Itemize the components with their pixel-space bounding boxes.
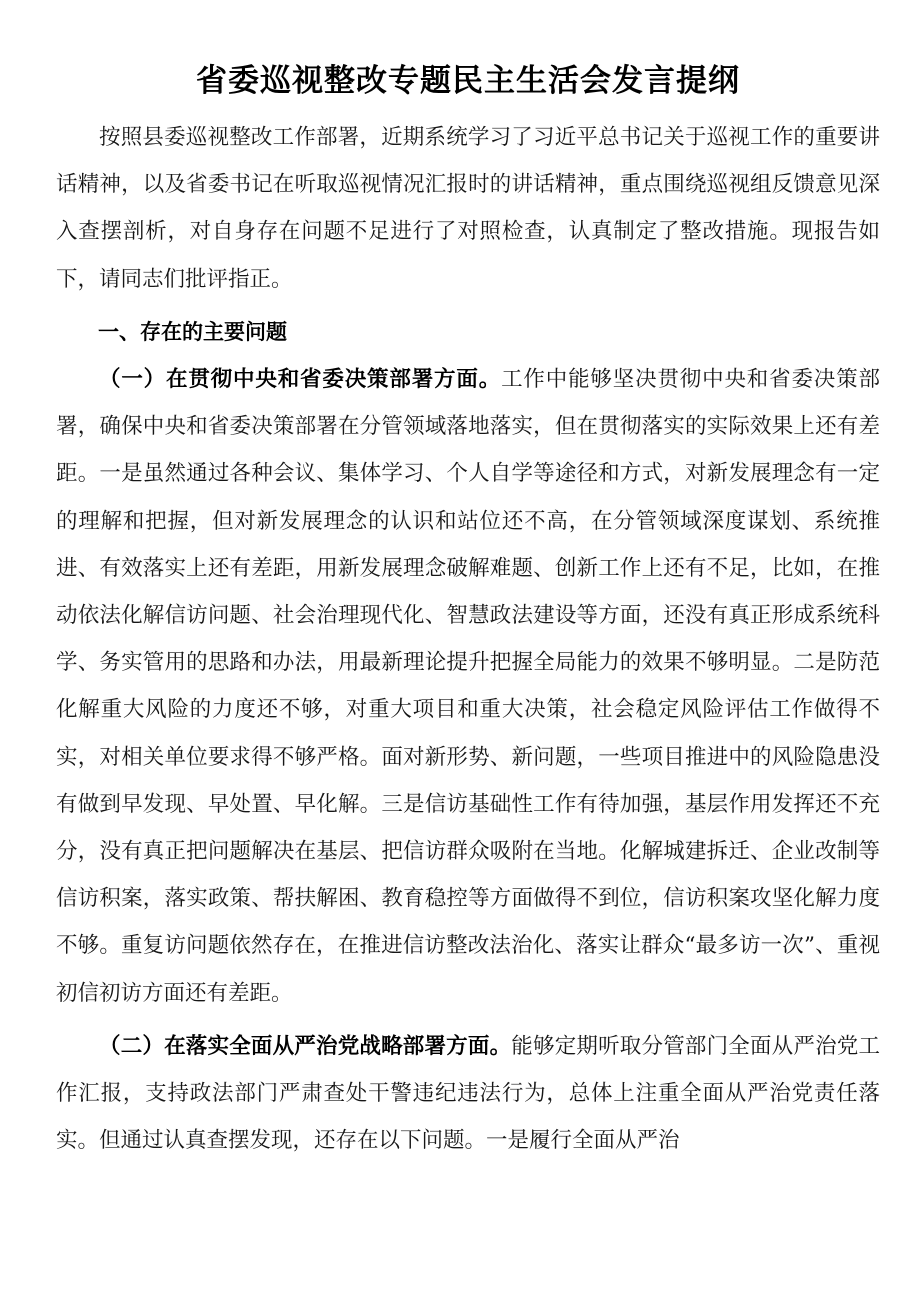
subsection-2-paragraph: [56, 1023, 880, 1165]
subsection-2-body: 能够定期听取分管部门全面从严治党工作汇报，支持政法部门严肃查处干警违纪违法行为，总体上注重全面从严治党责任落实。但通过认真查摆发现，还存在以下问题。一是履行全面从严治: [56, 1033, 880, 1154]
document-title: 省委巡视整改专题民主生活会发言提纲: [196, 63, 740, 99]
intro-paragraph: 按照县委巡视整改工作部署，近期系统学习了习近平总书记关于巡视工作的重要讲话精神，以及省委书记在听取巡视情况汇报时的讲话精神，重点围绕巡视组反馈意见深入查摆剖析，对自身存在问题不足进行了对照检查，认真制定了整改措施。现报告如下，请同志们批评指正。: [56, 125, 880, 292]
subsection-1-paragraph: [56, 356, 880, 1017]
subsection-1-lead: （一）在贯彻中央和省委决策部署方面。: [99, 367, 502, 393]
subsection-1-body: 工作中能够坚决贯彻中央和省委决策部署，确保中央和省委决策部署在分管领域落地落实，但在贯彻落实的实际效果上还有差距。一是虽然通过各种会议、集体学习、个人自学等途径和方式，对新发展理念有一定的理解和把握，但对新发展理念的认识和站位还不高，在分管领域深度谋划、系统推进、有效落实上还有差距，用新发展理念破解难题、创新工作上还有不足，比如，在推动依法化解信访问题、社会治理现代化、智慧政法建设等方面，还没有真正形成系统科学、务实管用的思路和办法，用最新理论提升把握全局能力的效果不够明显。二是防范化解重大风险的力度还不够，对重大项目和重大决策，社会稳定风险评估工作做得不实，对相关单位要求得不够严格。面对新形势、新问题，一些项目推进中的风险隐患没有做到早发现、早处置、早化解。三是信访基础性工作有待加强，基层作用发挥还不充分，没有真正把问题解决在基层、把信访群众吸附在当地。化解城建拆迁、企业改制等信访积案，落实政策、帮扶解困、教育稳控等方面做得不到位，信访积案攻坚化解力度不够。重复访问题依然存在，在推进信访整改法治化、落实让群众“最多访一次”、重视初信初访方面还有差距。: [56, 367, 880, 1006]
subsection-2-lead: （二）在落实全面从严治党战略部署方面。: [99, 1033, 512, 1059]
section-heading: 一、存在的主要问题: [98, 319, 287, 344]
